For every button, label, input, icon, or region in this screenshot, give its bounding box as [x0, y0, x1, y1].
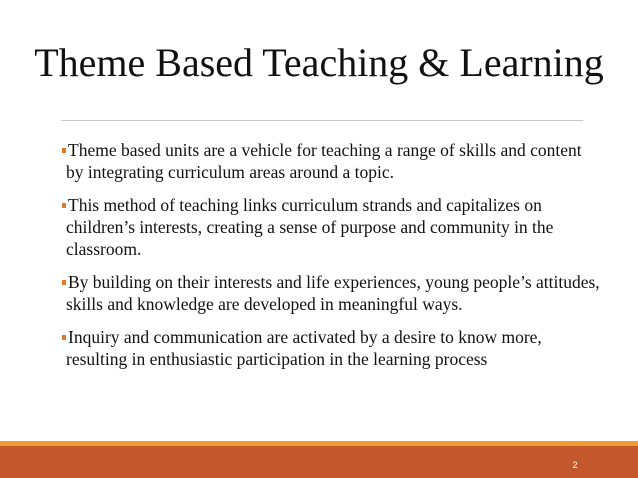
bullet-text: Theme based units are a vehicle for teaching a range of skills and content by integrating curriculum areas around a topic. [66, 140, 582, 182]
bullet-item [62, 271, 602, 315]
bullet-list [62, 139, 602, 381]
bullet-item [62, 139, 602, 183]
bullet-text: By building on their interests and life experiences, young people’s attitudes, skills and knowledge are developed in meaningful ways. [66, 272, 600, 314]
slide-title: Theme Based Teaching & Learning [34, 40, 604, 85]
square-bullet-icon [62, 280, 66, 285]
bullet-item [62, 194, 602, 260]
bullet-text: This method of teaching links curriculum strands and capitalizes on children’s interests, creating a sense of purpose and community in the classroom. [66, 195, 554, 259]
square-bullet-icon [62, 148, 66, 153]
bullet-text: Inquiry and communication are activated by a desire to know more, resulting in enthusiastic participation in the learning process [66, 327, 542, 369]
title-divider [61, 120, 583, 121]
square-bullet-icon [62, 203, 66, 208]
square-bullet-icon [62, 335, 66, 340]
page-number: 2 [572, 460, 578, 470]
bullet-item [62, 326, 602, 370]
footer-bar [0, 446, 638, 478]
